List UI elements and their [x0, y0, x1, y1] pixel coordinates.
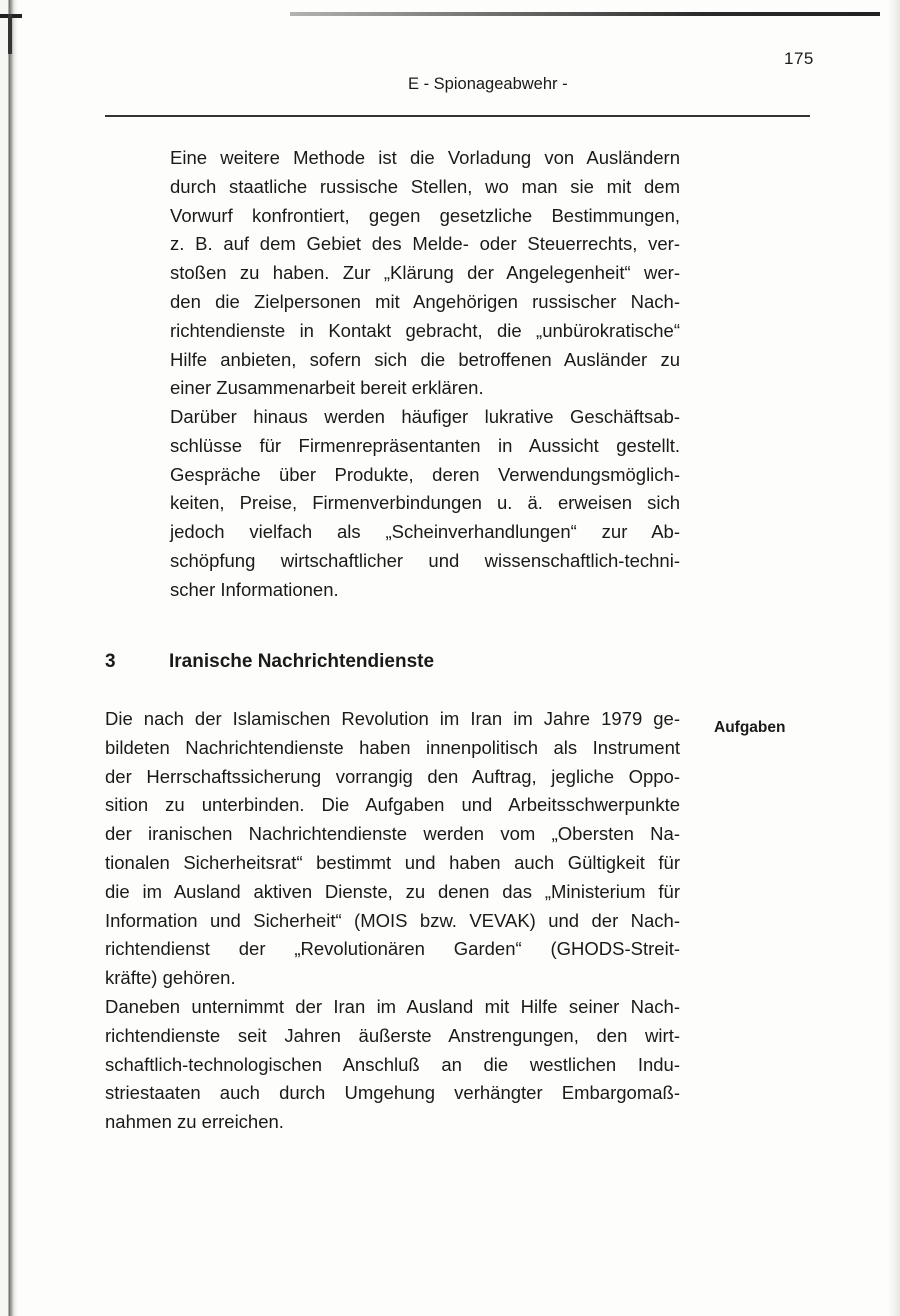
text-line: tionalen Sicherheitsrat“ bestimmt und haben auch Gültigkeit für [105, 851, 680, 873]
section-heading [105, 651, 434, 673]
paragraph-2 [170, 403, 680, 605]
text-line: schöpfung wirtschaftlicher und wissenschaftlich-techni- [170, 549, 680, 571]
text-line: der Herrschaftssicherung vorrangig den Auftrag, jegliche Oppo- [105, 765, 680, 787]
margin-note: Aufgaben [714, 719, 786, 736]
text-line: richtendienst der „Revolutionären Garden“ (GHODS-Streit- [105, 938, 680, 960]
text-line: der iranischen Nachrichtendienste werden vom „Obersten Na- [105, 823, 680, 845]
text-line: bildeten Nachrichtendienste haben innenpolitisch als Instrument [105, 736, 680, 758]
text-line: richtendienste in Kontakt gebracht, die „unbürokratische“ [170, 319, 680, 341]
section-number: 3 [105, 651, 116, 672]
scan-top-edge [290, 12, 880, 16]
text-line: nahmen zu erreichen. [105, 1111, 284, 1133]
section-title: Iranische Nachrichtendienste [169, 651, 435, 672]
text-line: striestaaten auch durch Umgehung verhängter Embargomaß- [105, 1082, 680, 1104]
text-line: Die nach der Islamischen Revolution im Iran im Jahre 1979 ge- [105, 708, 680, 729]
paragraph-4 [105, 993, 680, 1137]
page-number: 175 [784, 49, 814, 68]
text-line: sition zu unterbinden. Die Aufgaben und Arbeitsschwerpunkte [105, 794, 680, 816]
text-line: jedoch vielfach als „Scheinverhandlungen“ zur Ab- [170, 521, 680, 543]
text-line: Darüber hinaus werden häufiger lukrative Geschäftsab- [170, 406, 680, 427]
text-line: die im Ausland aktiven Dienste, zu denen das „Ministerium für [105, 880, 680, 902]
text-line: scher Informationen. [170, 578, 339, 600]
text-line: schlüsse für Firmenrepräsentanten in Aussicht gestellt. [170, 434, 680, 456]
text-line: durch staatliche russische Stellen, wo man sie mit dem [170, 175, 680, 197]
scan-corner-mark-vertical [8, 14, 12, 54]
text-line: kräfte) gehören. [105, 967, 236, 989]
text-line: einer Zusammenarbeit bereit erklären. [170, 377, 484, 399]
running-head: E - Spionageabwehr - [408, 75, 568, 93]
text-line: Eine weitere Methode ist die Vorladung von Ausländern [170, 147, 680, 168]
text-line: richtendienste seit Jahren äußerste Anstrengungen, den wirt- [105, 1024, 680, 1046]
page-binding-edge [0, 0, 18, 1316]
text-line: schaftlich-technologischen Anschluß an die westlichen Indu- [105, 1053, 680, 1075]
text-line: Hilfe anbieten, sofern sich die betroffenen Ausländer zu [170, 348, 680, 370]
page-right-edge [888, 0, 900, 1316]
text-line: Gespräche über Produkte, deren Verwendungsmöglich- [170, 463, 680, 485]
header-rule [105, 115, 810, 117]
paragraph-1 [170, 144, 680, 403]
text-line: stoßen zu haben. Zur „Klärung der Angelegenheit“ wer- [170, 262, 680, 284]
text-line: z. B. auf dem Gebiet des Melde- oder Steuerrechts, ver- [170, 233, 680, 255]
text-line: Vorwurf konfrontiert, gegen gesetzliche Bestimmungen, [170, 204, 680, 226]
text-line: Information und Sicherheit“ (MOIS bzw. VEVAK) und der Nach- [105, 909, 680, 931]
text-line: den die Zielpersonen mit Angehörigen russischer Nach- [170, 290, 680, 312]
paragraph-3 [105, 705, 680, 993]
text-line: Daneben unternimmt der Iran im Ausland mit Hilfe seiner Nach- [105, 996, 680, 1017]
text-line: keiten, Preise, Firmenverbindungen u. ä. erweisen sich [170, 492, 680, 514]
